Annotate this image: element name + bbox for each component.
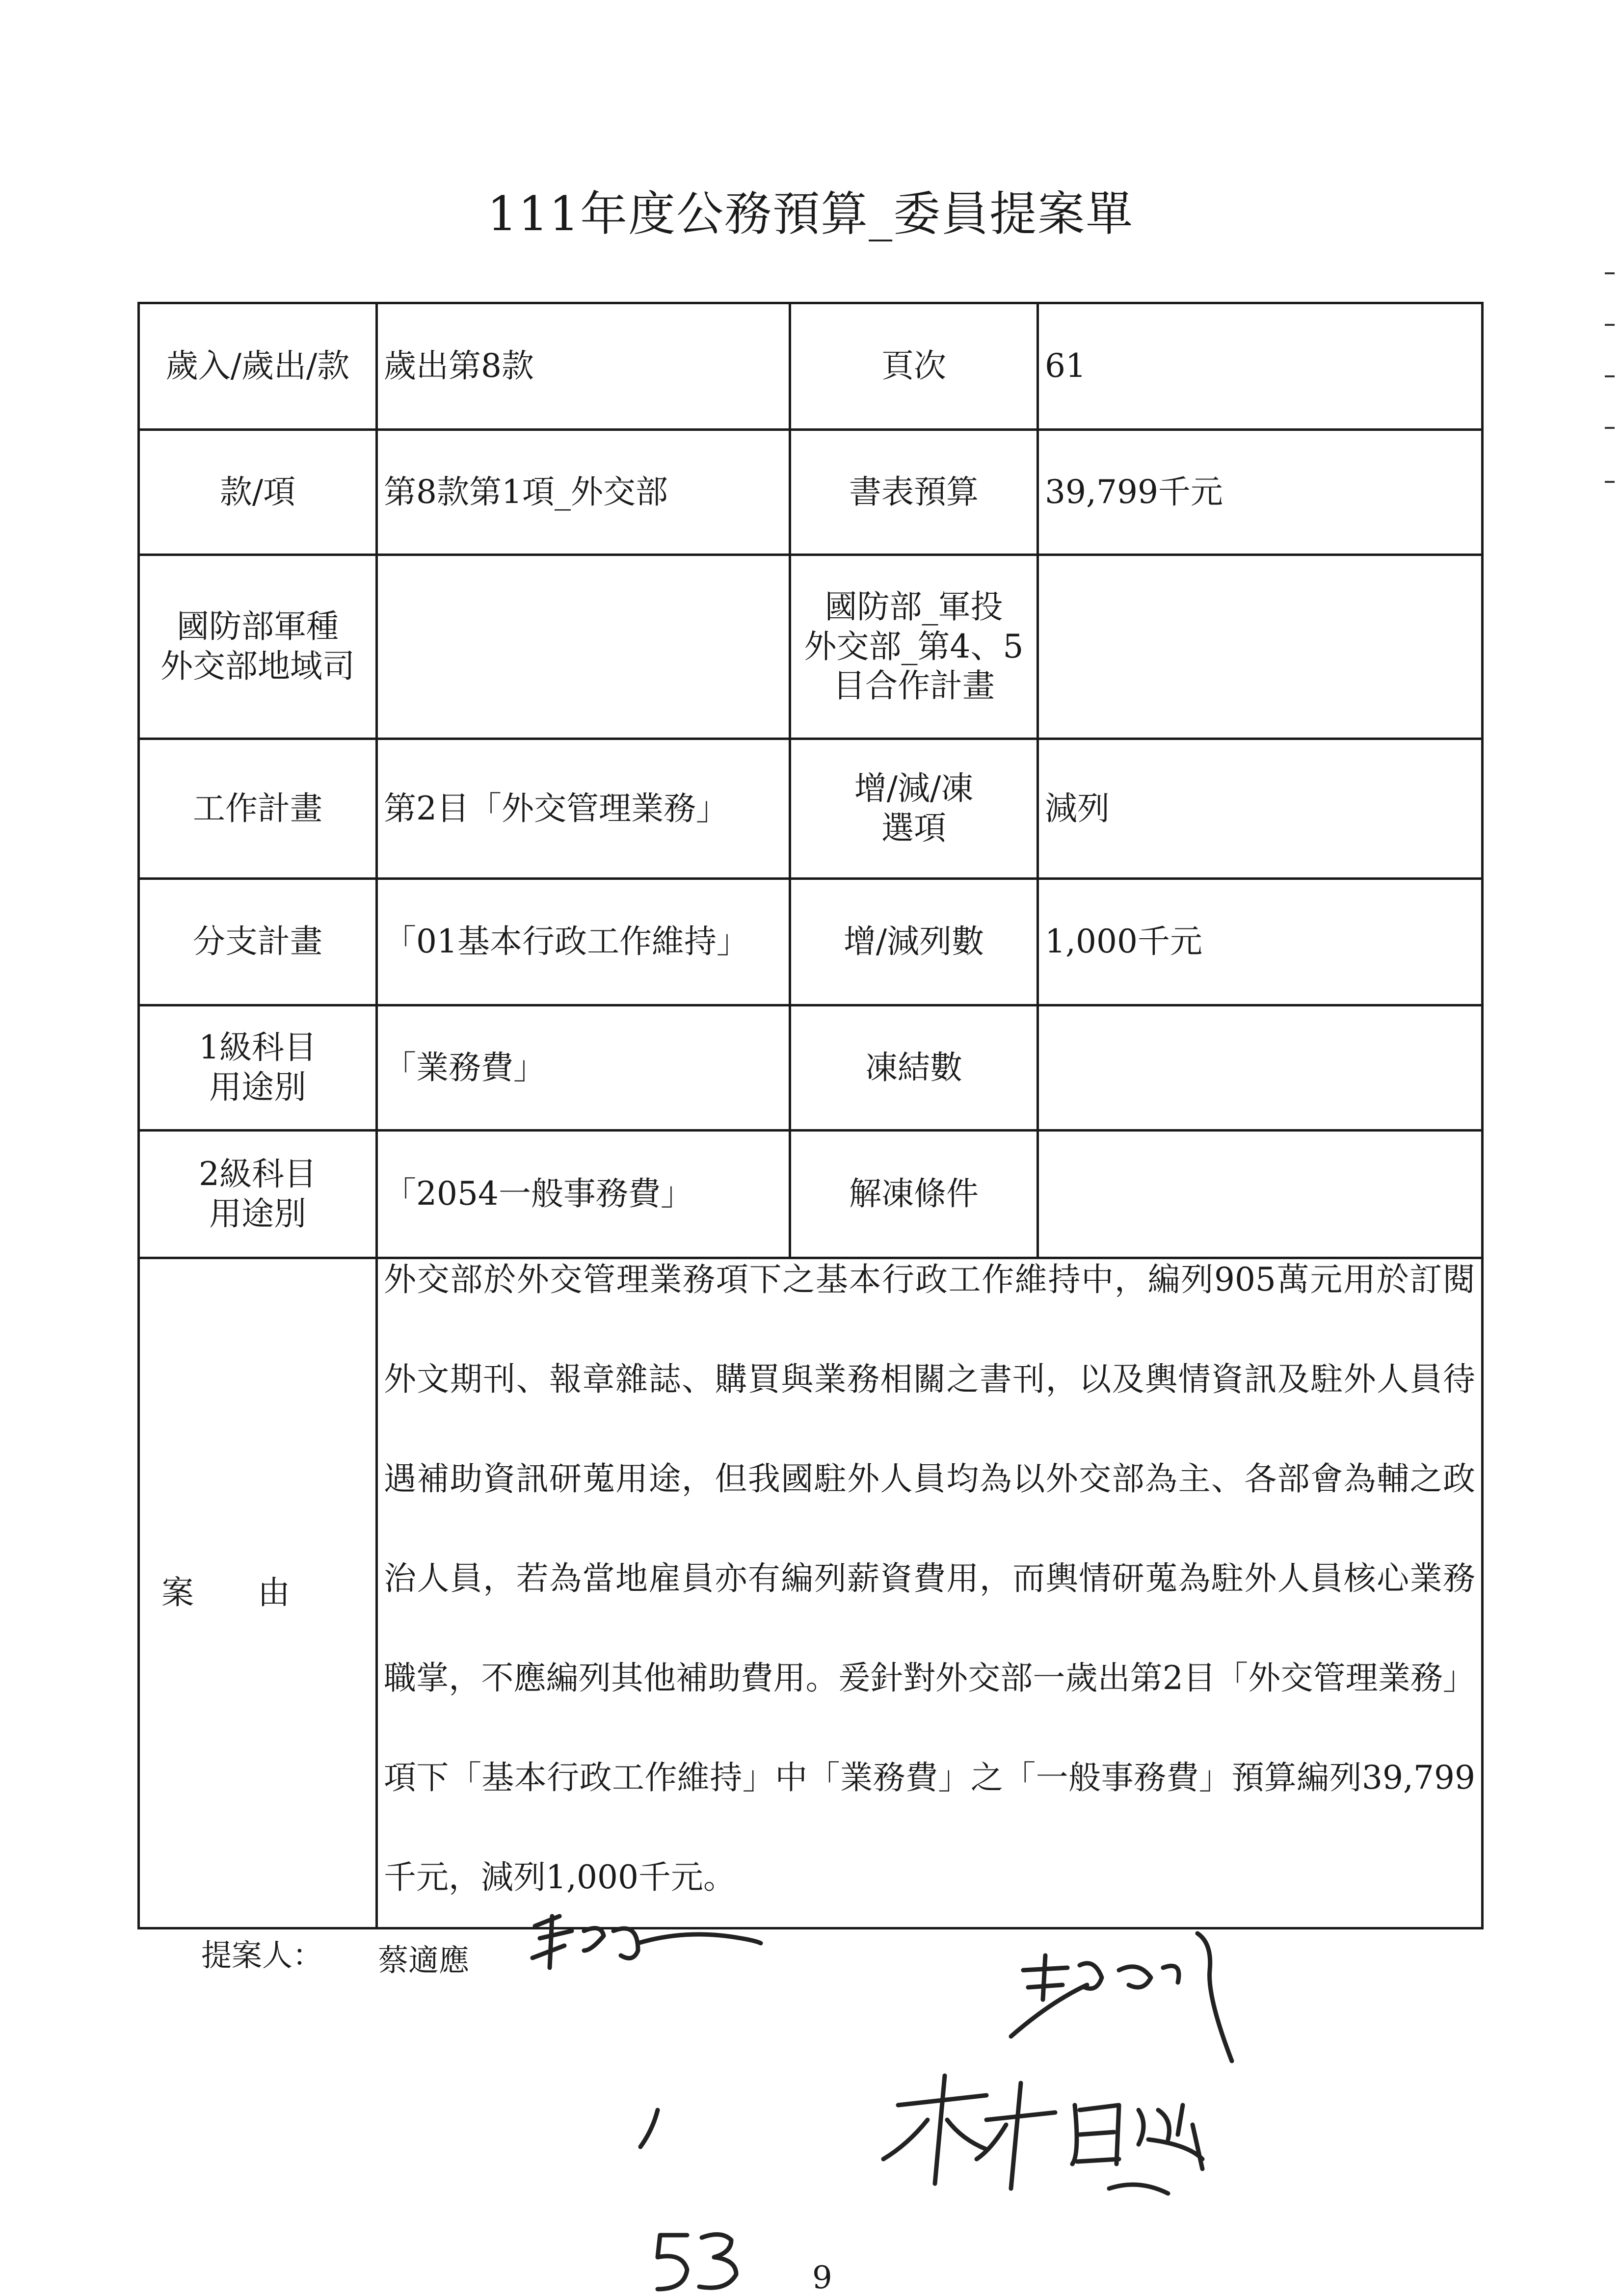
label-page: 頁次	[790, 303, 1038, 430]
scan-edge-mark	[1605, 427, 1615, 429]
handwritten-number	[658, 2235, 736, 2289]
label-line: 用途別	[209, 1194, 306, 1233]
label-section: 歲入/歲出/款	[139, 303, 377, 430]
value-item: 第8款第1項_外交部	[377, 430, 790, 555]
scan-edge-mark	[1605, 324, 1615, 326]
label-line: 2級科目	[199, 1155, 317, 1193]
label-reason: 案由	[139, 1258, 377, 1928]
value-work-plan: 第2目「外交管理業務」	[377, 739, 790, 879]
value-level1-category: 「業務費」	[377, 1005, 790, 1131]
value-section: 歲出第8款	[377, 303, 790, 430]
signature-1	[532, 1916, 761, 1968]
label-line: 國防部軍種	[177, 607, 339, 646]
signature-3	[883, 2076, 1202, 2193]
label-line: 國防部_軍投	[824, 588, 1003, 626]
pen-mark	[640, 2110, 658, 2147]
scan-edge-mark	[1605, 481, 1615, 483]
label-item: 款/項	[139, 430, 377, 555]
label-frozen-amount: 凍結數	[790, 1005, 1038, 1131]
label-line: 目合作計畫	[833, 667, 995, 705]
reason-text: 外交部於外交管理業務項下之基本行政工作維持中，編列905萬元用於訂閱外文期刊、報章雜誌、購買與業務相關之書刊，以及輿情資訊及駐外人員待遇補助資訊研蒐用途，但我國駐外人員均為以外交部為主、各部會為輔之政治人員，若為當地雇員亦有編列薪資費用，而輿情研蒐為駐外人員核心業務職掌，不應編列其他補助費用。爰針對外交部一歲出第2目「外交管理業務」項下「基本行政工作維持」中「業務費」之「一般事務費」預算編列39,799千元，減列1,000千元。	[384, 1261, 1475, 1896]
label-line: 外交部_第4、5	[804, 627, 1024, 665]
scan-edge-mark	[1605, 375, 1615, 377]
label-line: 外交部地域司	[160, 647, 355, 685]
label-line: 1級科目	[199, 1029, 317, 1067]
document-title: 111年度公務預算_委員提案單	[487, 186, 1134, 241]
value-budget: 39,799千元	[1038, 430, 1483, 555]
value-page: 61	[1038, 303, 1483, 430]
value-level2-category: 「2054一般事務費」	[377, 1131, 790, 1258]
label-line: 選項	[881, 809, 946, 847]
label-line: 增/減/凍	[854, 769, 974, 808]
label-line: 用途別	[209, 1068, 306, 1106]
scan-edge-mark	[1605, 272, 1615, 274]
proposer-label: 提案人：	[201, 1937, 323, 1973]
value-adjust-amount: 1,000千元	[1038, 879, 1483, 1005]
signature-2	[1011, 1933, 1232, 2061]
label-adjust-amount: 增/減列數	[790, 879, 1038, 1005]
label-branch-plan: 分支計畫	[139, 879, 377, 1005]
label-work-plan: 工作計畫	[139, 739, 377, 879]
label-budget: 書表預算	[790, 430, 1038, 555]
proposer-name: 蔡適應	[378, 1942, 470, 1978]
label-unfreeze-condition: 解凍條件	[790, 1131, 1038, 1258]
page-number: 9	[812, 2260, 832, 2296]
value-adjust-option: 減列	[1038, 739, 1483, 879]
value-branch-plan: 「01基本行政工作維持」	[377, 879, 790, 1005]
